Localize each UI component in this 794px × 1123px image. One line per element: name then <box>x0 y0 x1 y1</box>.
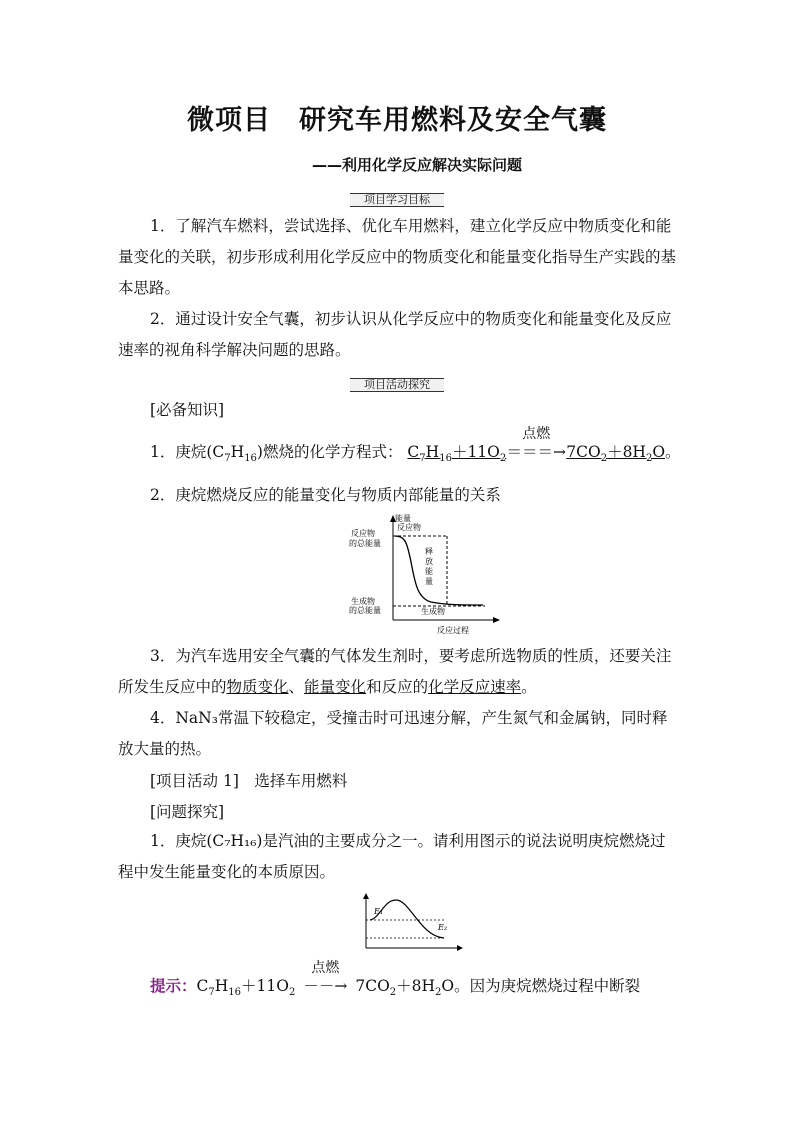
svg-text:反应过程: 反应过程 <box>437 626 469 635</box>
knowledge-heading: [必备知识] <box>150 401 225 419</box>
page-title: 微项目 研究车用燃料及安全气囊 <box>187 105 607 136</box>
knowledge-4: 4．NaN₃常温下较稳定，受撞击时可迅速分解，产生氮气和金属钠，同时释放大量的热。 <box>118 709 668 758</box>
knowledge-3: 3．为汽车选用安全气囊的气体发生剂时，要考虑所选物质的性质，还要关注所发生反应中的物质变化、能量变化和反应的化学反应速率。 <box>118 647 672 696</box>
svg-text:的总能量: 的总能量 <box>349 539 381 548</box>
hint-label: 提示： <box>150 976 197 995</box>
banner-label: 项目活动探究 <box>350 378 444 392</box>
svg-text:量: 量 <box>425 577 433 586</box>
energy-diagram <box>345 512 505 638</box>
e1-label: E₁ <box>374 907 384 916</box>
svg-text:生成物: 生成物 <box>421 607 445 616</box>
question-1: 1．庚烷(C₇H₁₆)是汽油的主要成分之一。请利用图示的说法说明庚烷燃烧过程中发生能量变化的本质原因。 <box>118 832 666 881</box>
page-subtitle: ——利用化学反应解决实际问题 <box>311 156 522 174</box>
combustion-equation: $C_7H_{16}+11O_2$ 点燃 $===\to 7CO_2+8H_2O$ <box>407 426 666 465</box>
knowledge-2: 2．庚烷燃烧反应的能量变化与物质内部能量的关系 <box>150 486 501 504</box>
svg-text:反应物: 反应物 <box>397 523 421 532</box>
svg-text:生成物: 生成物 <box>351 597 375 606</box>
svg-text:放: 放 <box>425 557 433 566</box>
banner-learning-goals <box>0 188 794 207</box>
goal-2: 2．通过设计安全气囊，初步认识从化学反应中的物质变化和能量变化及反应速率的视角科学解决问题的思路。 <box>118 310 672 359</box>
knowledge-1: 1．庚烷$(C_7H_{16})$燃烧的化学方程式： $C_7H_{16}+11O_2$ 点燃 $===\to 7CO_2+8H_2O$。 <box>150 426 681 465</box>
hint-line: 提示：$C_7H_{16}+11O_2$ 点燃 －－→ $7CO_2+8H_2O$。因为庚烷燃烧过程中断裂 <box>150 960 641 999</box>
svg-text:的总能量: 的总能量 <box>349 606 381 615</box>
activation-energy-diagram <box>360 892 466 952</box>
svg-text:释: 释 <box>425 547 433 556</box>
svg-text:反应物: 反应物 <box>351 529 375 538</box>
question-heading: [问题探究] <box>150 803 225 821</box>
banner-activity-explore <box>0 373 794 392</box>
banner-label: 项目学习目标 <box>350 193 444 207</box>
goal-1: 1．了解汽车燃料，尝试选择、优化车用燃料，建立化学反应中物质变化和能量变化的关联，初步形成利用化学反应中的物质变化和能量变化指导生产实践的基本思路。 <box>118 217 677 297</box>
e2-label: E₂ <box>438 923 448 932</box>
activity-1-heading: [项目活动 1] 选择车用燃料 <box>150 772 348 790</box>
svg-text:能: 能 <box>425 567 433 576</box>
svg-text:能量: 能量 <box>395 514 411 523</box>
